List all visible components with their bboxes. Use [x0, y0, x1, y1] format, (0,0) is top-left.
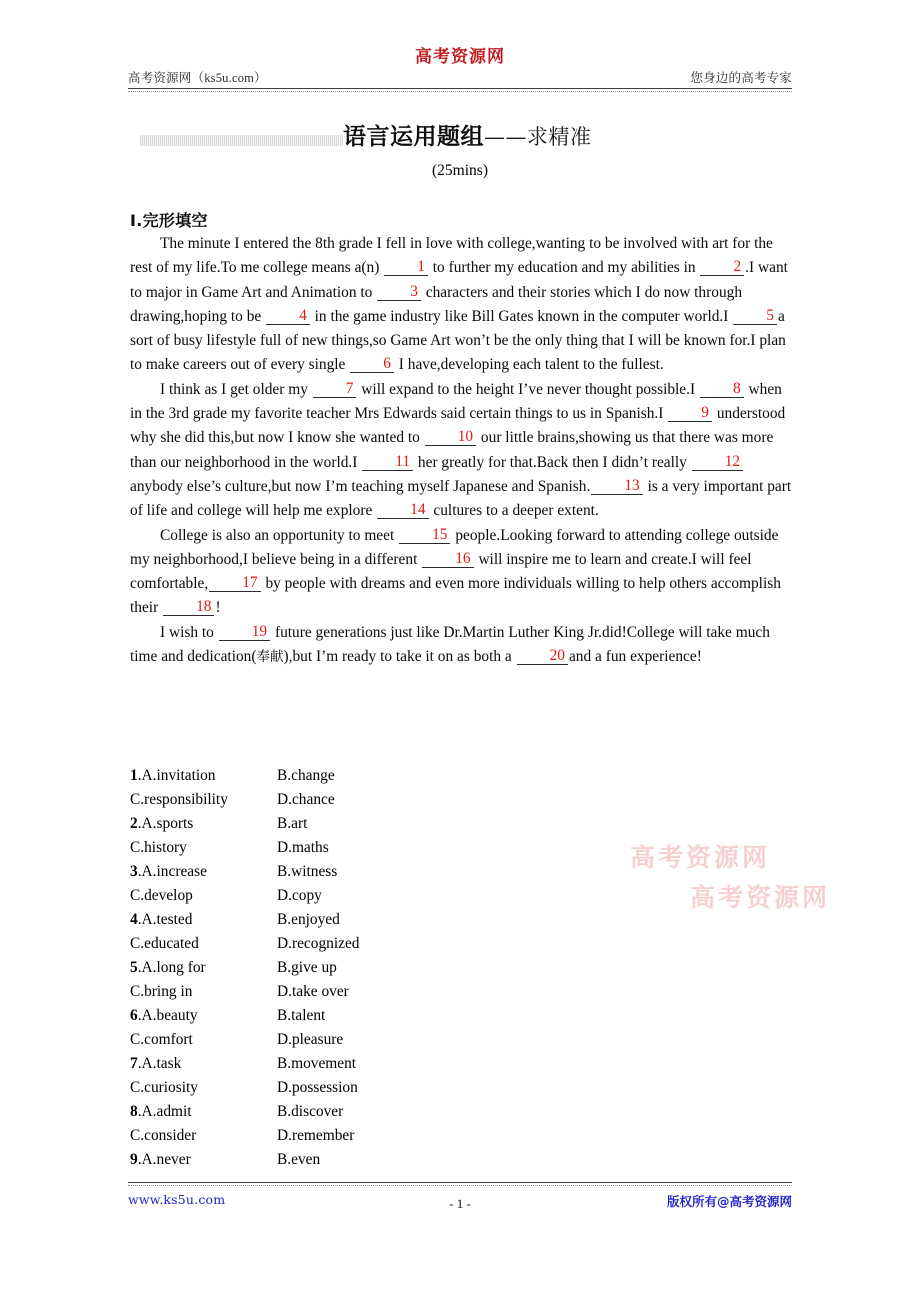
- passage-text: will expand to the height I’ve never thought possible.I: [357, 380, 699, 398]
- option-number-7: 7: [130, 1055, 138, 1072]
- option-a-5[interactable]: 5.A.long for: [130, 959, 206, 976]
- passage-text: The minute I entered the 8th grade I fell in love with college,wanting to be involved with art for the rest of my life.To me college means a(n): [130, 235, 773, 277]
- option-b-7[interactable]: B.movement: [277, 1055, 357, 1072]
- blank-4[interactable]: 4: [266, 308, 310, 325]
- passage-text: College is also an opportunity to meet: [160, 526, 399, 544]
- option-row: [130, 884, 792, 908]
- option-c-5[interactable]: C.bring in: [130, 983, 193, 1000]
- blank-6[interactable]: 6: [350, 356, 394, 373]
- passage-text: is a very important part of life and college will help me explore: [130, 477, 792, 520]
- passage-text: I think as I get older my: [160, 380, 312, 398]
- page-footer: [128, 1192, 792, 1214]
- option-c-1[interactable]: C.responsibility: [130, 791, 228, 808]
- passage-text: !: [215, 599, 221, 617]
- page-title: [343, 118, 592, 151]
- passage-text: by people with dreams and even more individuals willing to help others accomplish their: [130, 575, 781, 617]
- option-a-9[interactable]: 9.A.never: [130, 1151, 191, 1168]
- passage-text: characters and their stories which I do now through drawing,hoping to be: [130, 283, 743, 325]
- option-row: [130, 956, 792, 980]
- duration-label: (25mins): [432, 162, 488, 179]
- blank-19[interactable]: 19: [219, 624, 270, 641]
- option-row: [130, 836, 792, 860]
- header-right-slogan: 您身边的高考专家: [690, 71, 792, 85]
- option-row: [130, 1100, 792, 1124]
- passage-text: a sort of busy lifestyle full of new things,so Game Art won’t be the only thing that I will be known for.I plan to make careers out of every single: [130, 307, 786, 374]
- option-c-8[interactable]: C.consider: [130, 1127, 197, 1144]
- blank-17[interactable]: 17: [209, 575, 260, 592]
- option-row: [130, 980, 792, 1004]
- option-b-8[interactable]: B.discover: [277, 1103, 344, 1120]
- passage-text: and a fun experience!: [568, 648, 702, 666]
- title-decoration-bar: [140, 135, 343, 146]
- blank-18[interactable]: 18: [163, 599, 214, 616]
- option-b-9[interactable]: B.even: [277, 1151, 321, 1168]
- passage-text: our little brains,showing us that there was more than our neighborhood in the world.I: [130, 429, 774, 471]
- option-row: [130, 1124, 792, 1148]
- footer-site-url[interactable]: www.ks5u.com: [128, 1192, 226, 1207]
- option-number-6: 6: [130, 1007, 138, 1024]
- passage-paragraph-1: [130, 232, 792, 378]
- option-d-6[interactable]: D.pleasure: [277, 1031, 344, 1048]
- option-number-8: 8: [130, 1103, 138, 1120]
- option-d-8[interactable]: D.remember: [277, 1127, 355, 1144]
- footer-copyright: 版权所有@高考资源网: [666, 1194, 792, 1209]
- chinese-gloss: 奉献: [256, 649, 284, 666]
- option-row: [130, 908, 792, 932]
- passage-text: people.Looking forward to attending college outside my neighborhood,I believe being in a different: [130, 526, 779, 568]
- option-row: [130, 1028, 792, 1052]
- page-title-main: 语言运用题组: [343, 124, 484, 150]
- option-b-6[interactable]: B.talent: [277, 1007, 326, 1024]
- passage-text: cultures to a deeper extent.: [429, 502, 599, 520]
- option-row: [130, 1148, 792, 1172]
- option-b-1[interactable]: B.change: [277, 767, 335, 784]
- option-c-2[interactable]: C.history: [130, 839, 187, 856]
- option-number-2: 2: [130, 815, 138, 832]
- option-c-6[interactable]: C.comfort: [130, 1031, 193, 1048]
- option-row: [130, 764, 792, 788]
- option-a-6[interactable]: 6.A.beauty: [130, 1007, 198, 1024]
- footer-divider-dotted: [128, 1185, 792, 1186]
- passage-text: to further my education and my abilities in: [428, 259, 700, 277]
- option-number-1: 1: [130, 767, 138, 784]
- passage-text: in the game industry like Bill Gates known in the computer world.I: [310, 307, 733, 325]
- blank-1[interactable]: 1: [384, 259, 428, 276]
- page-title-sub: ——求精准: [484, 125, 592, 149]
- option-row: [130, 932, 792, 956]
- passage-text: understood why she did this,but now I know she wanted to: [130, 405, 786, 447]
- option-row: [130, 860, 792, 884]
- cloze-passage: [130, 232, 792, 669]
- option-d-7[interactable]: D.possession: [277, 1079, 358, 1096]
- option-b-4[interactable]: B.enjoyed: [277, 911, 340, 928]
- passage-text: I have,developing each talent to the fullest.: [394, 356, 664, 374]
- answer-options-list: [130, 764, 792, 1172]
- passage-text: ),but I’m ready to take it on as both a: [283, 648, 516, 666]
- passage-paragraph-3: [130, 524, 792, 621]
- blank-10[interactable]: 10: [425, 429, 476, 446]
- option-a-7[interactable]: 7.A.task: [130, 1055, 182, 1072]
- blank-15[interactable]: 15: [399, 527, 450, 544]
- blank-7[interactable]: 7: [313, 381, 357, 398]
- blank-2[interactable]: 2: [700, 259, 744, 276]
- page-number: - 1 -: [449, 1196, 471, 1211]
- option-d-2[interactable]: D.maths: [277, 839, 329, 856]
- blank-8[interactable]: 8: [700, 381, 744, 398]
- footer-divider: [128, 1182, 792, 1183]
- option-d-3[interactable]: D.copy: [277, 887, 322, 904]
- option-d-1[interactable]: D.chance: [277, 791, 335, 808]
- option-row: [130, 812, 792, 836]
- option-row: [130, 1052, 792, 1076]
- option-a-8[interactable]: 8.A.admit: [130, 1103, 192, 1120]
- option-d-5[interactable]: D.take over: [277, 983, 349, 1000]
- passage-text: will inspire me to learn and create.I will feel comfortable,: [130, 550, 752, 593]
- option-b-5[interactable]: B.give up: [277, 959, 337, 976]
- option-a-1[interactable]: 1.A.invitation: [130, 767, 216, 784]
- blank-9[interactable]: 9: [668, 405, 712, 422]
- option-a-3[interactable]: 3.A.increase: [130, 863, 207, 880]
- option-c-4[interactable]: C.educated: [130, 935, 199, 952]
- passage-text: I wish to: [160, 623, 218, 641]
- page-header: [128, 46, 792, 92]
- blank-14[interactable]: 14: [377, 502, 428, 519]
- option-number-3: 3: [130, 863, 138, 880]
- passage-text: .I want to major in Game Art and Animation to: [130, 259, 788, 301]
- passage-paragraph-2: [130, 378, 792, 524]
- blank-16[interactable]: 16: [422, 551, 473, 568]
- blank-11[interactable]: 11: [362, 454, 413, 471]
- option-row: [130, 788, 792, 812]
- option-b-2[interactable]: B.art: [277, 815, 308, 832]
- option-number-5: 5: [130, 959, 138, 976]
- blank-20[interactable]: 20: [517, 648, 568, 665]
- watermark-2: 高考资源网: [690, 883, 831, 912]
- passage-text: anybody else’s culture,but now I’m teaching myself Japanese and Spanish.: [130, 477, 591, 495]
- option-a-2[interactable]: 2.A.sports: [130, 815, 194, 832]
- passage-text: when in the 3rd grade my favorite teacher Mrs Edwards said certain things to us in Spanish.I: [130, 380, 782, 423]
- option-c-7[interactable]: C.curiosity: [130, 1079, 198, 1096]
- passage-text: future generations just like Dr.Martin Luther King Jr.did!College will take much time and dedication(: [130, 623, 770, 666]
- option-a-4[interactable]: 4.A.tested: [130, 911, 193, 928]
- option-b-3[interactable]: B.witness: [277, 863, 338, 880]
- option-row: [130, 1076, 792, 1100]
- option-d-4[interactable]: D.recognized: [277, 935, 360, 952]
- section-heading: Ⅰ.完形填空: [130, 211, 208, 230]
- option-number-4: 4: [130, 911, 138, 928]
- header-divider: [128, 88, 792, 89]
- site-logo-text: 高考资源网: [415, 47, 505, 67]
- blank-12[interactable]: 12: [692, 454, 743, 471]
- blank-5[interactable]: 5: [733, 308, 777, 325]
- passage-paragraph-4: [130, 621, 792, 670]
- watermark-1: 高考资源网: [630, 843, 771, 872]
- page-title-row: [128, 118, 792, 158]
- option-row: [130, 1004, 792, 1028]
- option-number-9: 9: [130, 1151, 138, 1168]
- header-divider-dotted: [128, 91, 792, 92]
- blank-3[interactable]: 3: [377, 284, 421, 301]
- blank-13[interactable]: 13: [591, 478, 642, 495]
- passage-text: her greatly for that.Back then I didn’t really: [414, 453, 691, 471]
- header-left-text: 高考资源网（ks5u.com）: [128, 71, 267, 85]
- option-c-3[interactable]: C.develop: [130, 887, 193, 904]
